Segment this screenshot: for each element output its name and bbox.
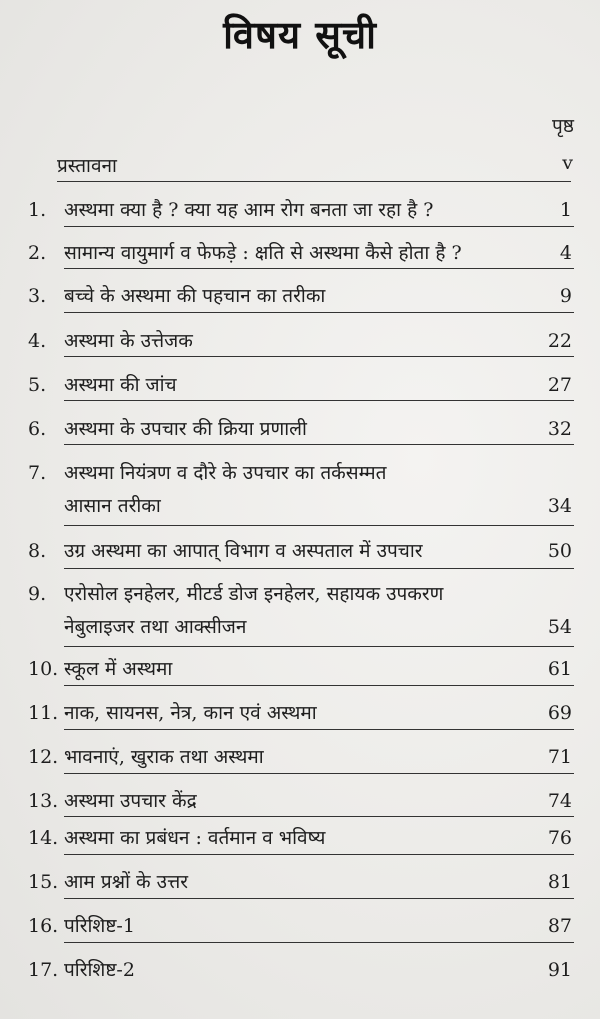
toc-entry-number: 4.: [28, 330, 47, 352]
divider-line: [64, 400, 574, 401]
divider-line: [64, 226, 574, 227]
toc-entry-title: नाक, सायनस, नेत्र, कान एवं अस्थमा: [64, 702, 317, 724]
toc-entry-page: 54: [547, 616, 572, 638]
toc-entry: [28, 956, 574, 986]
toc-divider: [28, 268, 574, 270]
toc-entry-title: अस्थमा क्या है ? क्या यह आम रोग बनता जा रहा है ?: [64, 199, 434, 221]
toc-entry-title: आम प्रश्नों के उत्तर: [64, 871, 188, 893]
toc-divider: [28, 854, 574, 856]
toc-entry: [28, 743, 574, 773]
divider-line: [64, 525, 574, 526]
toc-entry-title: अस्थमा उपचार केंद्र: [64, 790, 197, 812]
toc-divider: [28, 400, 574, 402]
divider-line: [64, 568, 574, 569]
toc-entry: [28, 537, 574, 567]
toc-entry: [28, 196, 574, 226]
toc-divider: [28, 568, 574, 570]
toc-entry-title-continued: नेबुलाइजर तथा आक्सीजन: [64, 616, 247, 638]
toc-entry-title: अस्थमा के उत्तेजक: [64, 330, 193, 352]
toc-entry-title: परिशिष्ट-1: [64, 915, 135, 937]
page-column-label: पृष्ठ: [552, 115, 574, 137]
toc-entry-number: 9.: [28, 583, 47, 605]
toc-divider: [28, 942, 574, 944]
divider-line: [64, 729, 574, 730]
divider-line: [64, 854, 574, 855]
toc-entry-number: 5.: [28, 374, 47, 396]
toc-entry-number: 14.: [28, 827, 59, 849]
toc-entry-page: 91: [547, 959, 572, 981]
divider-line: [64, 444, 574, 445]
toc-divider: [28, 525, 574, 527]
divider-line: [64, 268, 574, 269]
toc-entry-number: 1.: [28, 199, 47, 221]
divider-line: [64, 646, 574, 647]
toc-entry-number: 2.: [28, 242, 47, 264]
toc-divider: [28, 226, 574, 228]
toc-entry: [28, 371, 574, 401]
page-title: विषय सूची: [223, 13, 377, 57]
toc-entry-number: 6.: [28, 418, 47, 440]
toc-entry-title: भावनाएं, खुराक तथा अस्थमा: [64, 746, 264, 768]
toc-entry-title: स्कूल में अस्थमा: [64, 658, 173, 680]
toc-entry-page: 69: [547, 702, 572, 724]
toc-entry-page: 87: [547, 915, 572, 937]
toc-divider: [28, 312, 574, 314]
toc-entry-number: 7.: [28, 462, 47, 484]
toc-entry: [28, 415, 574, 445]
toc-entry-page: 81: [547, 871, 572, 893]
toc-entry-title: परिशिष्ट-2: [64, 959, 135, 981]
toc-entry-page: 50: [547, 540, 572, 562]
toc-entry-page: 9: [559, 285, 572, 307]
toc-entry-page: 34: [547, 495, 572, 517]
divider-line: [64, 312, 574, 313]
toc-entry-page: 76: [547, 827, 572, 849]
toc-entry: [28, 699, 574, 729]
toc-divider: [28, 646, 574, 648]
toc-entry-title: सामान्य वायुमार्ग व फेफड़े : क्षति से अस्थमा कैसे होता है ?: [64, 242, 462, 264]
preface-page: v: [562, 152, 573, 174]
toc-entry-page: 71: [547, 746, 572, 768]
toc-entry-page: 61: [547, 658, 572, 680]
divider-line: [64, 356, 574, 357]
toc-divider: [28, 816, 574, 818]
toc-entry-number: 17.: [28, 959, 59, 981]
toc-entry-page: 32: [547, 418, 572, 440]
toc-entry-page: 4: [559, 242, 572, 264]
toc-entry-title: अस्थमा नियंत्रण व दौरे के उपचार का तर्कसम्मत: [64, 462, 387, 484]
toc-divider: [28, 685, 574, 687]
toc-entry-number: 15.: [28, 871, 59, 893]
divider-line: [64, 685, 574, 686]
toc-entry: [28, 655, 574, 685]
toc-divider: [28, 898, 574, 900]
toc-entry: [28, 912, 574, 942]
divider-line: [64, 816, 574, 817]
toc-entry-title: एरोसोल इनहेलर, मीटर्ड डोज इनहेलर, सहायक उपकरण: [64, 583, 444, 605]
toc-entry-number: 3.: [28, 285, 47, 307]
toc-entry: [28, 459, 574, 522]
toc-entry: [28, 868, 574, 898]
toc-entry-page: 22: [547, 330, 572, 352]
toc-entry-title: बच्चे के अस्थमा की पहचान का तरीका: [64, 285, 326, 307]
toc-entry-number: 8.: [28, 540, 47, 562]
toc-entry: [28, 580, 574, 643]
toc-divider: [28, 729, 574, 731]
toc-entry-title: उग्र अस्थमा का आपात् विभाग व अस्पताल में उपचार: [64, 540, 423, 562]
toc-entry-page: 27: [547, 374, 572, 396]
preface-entry: [57, 152, 577, 178]
toc-divider: [28, 444, 574, 446]
toc-entry-number: 10.: [28, 658, 59, 680]
preface-title: प्रस्तावना: [57, 155, 117, 177]
toc-entry-title: अस्थमा के उपचार की क्रिया प्रणाली: [64, 418, 307, 440]
toc-entry: [28, 282, 574, 312]
toc-entry: [28, 327, 574, 357]
divider-line: [64, 942, 574, 943]
toc-entry-number: 16.: [28, 915, 59, 937]
toc-entry-title: अस्थमा का प्रबंधन : वर्तमान व भविष्य: [64, 827, 326, 849]
divider-line: [64, 898, 574, 899]
divider-line: [64, 773, 574, 774]
toc-entry: [28, 787, 574, 817]
toc-entry: [28, 239, 574, 269]
toc-divider: [28, 773, 574, 775]
toc-entry-page: 74: [547, 790, 572, 812]
toc-entry-number: 13.: [28, 790, 59, 812]
divider: [57, 181, 571, 182]
toc-entry-number: 12.: [28, 746, 59, 768]
toc-entry-number: 11.: [28, 702, 59, 724]
toc-entry: [28, 824, 574, 854]
toc-entry-title-continued: आसान तरीका: [64, 495, 161, 517]
toc-entry-title: अस्थमा की जांच: [64, 374, 177, 396]
toc-divider: [28, 356, 574, 358]
toc-entry-page: 1: [559, 199, 572, 221]
